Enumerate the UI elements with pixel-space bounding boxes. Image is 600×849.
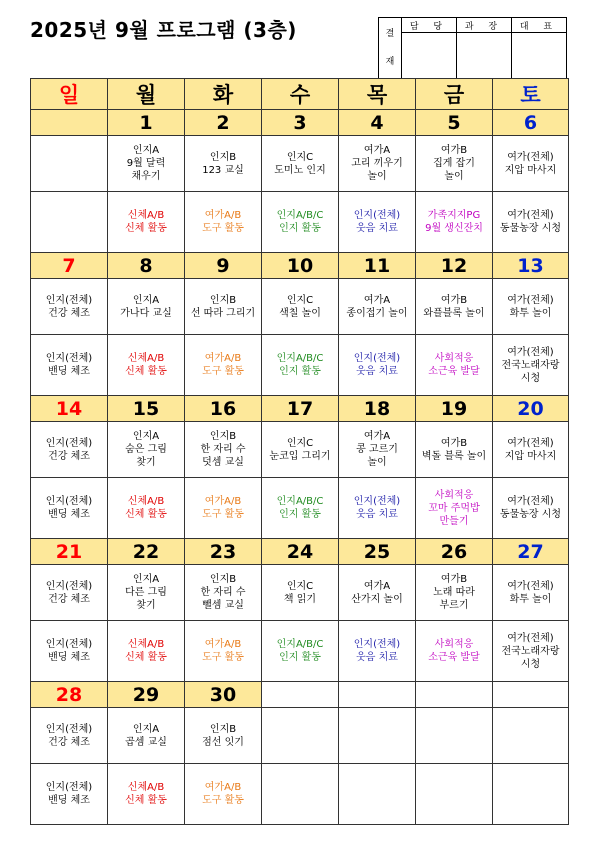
program-cell (416, 136, 493, 192)
program-text: 인지C 눈코입 그리기 (269, 437, 331, 462)
afternoon-program-row (31, 621, 569, 682)
program-cell (108, 565, 185, 621)
date-cell: 20 (493, 396, 569, 422)
morning-program-row (31, 708, 569, 764)
program-cell (493, 764, 569, 825)
date-cell: 15 (108, 396, 185, 422)
program-cell (262, 422, 339, 478)
program-text: 신체A/B 신체 활동 (125, 782, 167, 806)
program-text: 여가A 산가지 놀이 (351, 580, 403, 605)
afternoon-program-row (31, 478, 569, 539)
date-cell (416, 682, 493, 708)
program-cell (108, 192, 185, 253)
program-cell (31, 335, 108, 396)
program-cell (493, 708, 569, 764)
date-cell: 29 (108, 682, 185, 708)
program-cell (185, 478, 262, 539)
program-text: 여가A 콩 고르기 놀이 (356, 431, 398, 468)
date-cell: 12 (416, 253, 493, 279)
program-cell (339, 478, 416, 539)
morning-program-row (31, 565, 569, 621)
program-text: 여가B 벽돌 블록 놀이 (421, 437, 487, 462)
date-cell: 25 (339, 539, 416, 565)
date-row (31, 539, 569, 565)
program-text: 인지A 9월 달력 채우기 (126, 145, 166, 182)
program-cell (262, 621, 339, 682)
date-cell: 3 (262, 110, 339, 136)
date-cell: 1 (108, 110, 185, 136)
approval-header-staff: 담 당 (402, 18, 457, 33)
program-cell (185, 565, 262, 621)
program-text: 신체A/B 신체 활동 (125, 639, 167, 663)
program-text: 인지(전체) 건강 체조 (45, 723, 93, 748)
program-text: 여가(전체) 동물농장 시청 (499, 210, 562, 234)
weekday-header-row (31, 79, 569, 110)
program-cell (108, 764, 185, 825)
program-cell (185, 136, 262, 192)
program-cell (31, 192, 108, 253)
program-text: 사회적응 꼬마 주먹밥 만들기 (428, 489, 480, 527)
weekday-sun: 일 (31, 79, 108, 110)
program-text: 인지B 한 자리 수 뺄셈 교실 (200, 574, 246, 611)
program-cell (262, 764, 339, 825)
program-cell (31, 279, 108, 335)
date-cell: 30 (185, 682, 262, 708)
program-text: 인지B 점선 잇기 (202, 723, 244, 748)
program-text: 인지A 가나다 교실 (120, 294, 172, 319)
program-text: 인지B 123 교실 (202, 151, 244, 176)
date-cell: 21 (31, 539, 108, 565)
program-cell (185, 422, 262, 478)
program-text: 인지A 다른 그림 찾기 (125, 574, 167, 611)
date-cell: 27 (493, 539, 569, 565)
program-cell (339, 136, 416, 192)
program-cell (31, 565, 108, 621)
morning-program-row (31, 422, 569, 478)
program-cell (416, 335, 493, 396)
program-text: 인지(전체) 밴딩 체조 (45, 496, 93, 520)
program-cell (493, 335, 569, 396)
date-cell: 14 (31, 396, 108, 422)
date-cell: 26 (416, 539, 493, 565)
afternoon-program-row (31, 335, 569, 396)
date-cell: 5 (416, 110, 493, 136)
program-cell (262, 335, 339, 396)
program-text: 인지A/B/C 인지 활동 (276, 639, 324, 663)
program-cell (339, 621, 416, 682)
approval-signature-manager[interactable] (457, 33, 512, 79)
program-text: 인지A/B/C 인지 활동 (276, 210, 324, 234)
program-text: 인지(전체) 웃음 치료 (353, 353, 401, 377)
date-cell: 2 (185, 110, 262, 136)
program-text: 여가A/B 도구 활동 (202, 210, 244, 234)
program-text: 여가A/B 도구 활동 (202, 639, 244, 663)
weekday-fri: 금 (416, 79, 493, 110)
program-cell (31, 478, 108, 539)
program-cell (31, 422, 108, 478)
program-cell (31, 136, 108, 192)
program-cell (339, 422, 416, 478)
program-cell (339, 764, 416, 825)
date-cell: 16 (185, 396, 262, 422)
program-cell (493, 621, 569, 682)
program-cell (339, 708, 416, 764)
date-cell (262, 682, 339, 708)
date-cell: 23 (185, 539, 262, 565)
program-text: 가족지지PG 9월 생신잔치 (425, 210, 483, 234)
program-cell (108, 279, 185, 335)
program-text: 인지(전체) 웃음 치료 (353, 210, 401, 234)
program-cell (416, 708, 493, 764)
program-cell (108, 621, 185, 682)
program-text: 여가A/B 도구 활동 (202, 496, 244, 520)
date-cell: 4 (339, 110, 416, 136)
program-text: 여가A/B 도구 활동 (202, 782, 244, 806)
program-text: 인지(전체) 웃음 치료 (353, 496, 401, 520)
program-cell (416, 279, 493, 335)
date-cell: 19 (416, 396, 493, 422)
program-cell (262, 708, 339, 764)
date-cell: 28 (31, 682, 108, 708)
program-cell (416, 621, 493, 682)
program-cell (262, 136, 339, 192)
program-text: 여가(전체) 화투 놀이 (507, 294, 554, 319)
program-text: 인지A 숨은 그림 찾기 (125, 431, 167, 468)
date-cell: 18 (339, 396, 416, 422)
program-text: 인지(전체) 밴딩 체조 (45, 782, 93, 806)
program-cell (185, 192, 262, 253)
program-text: 인지(전체) 밴딩 체조 (45, 353, 93, 377)
date-cell: 22 (108, 539, 185, 565)
program-calendar (30, 78, 569, 825)
date-cell: 7 (31, 253, 108, 279)
approval-side-label-2: 재 (385, 57, 395, 67)
date-cell: 10 (262, 253, 339, 279)
program-cell (31, 621, 108, 682)
program-text: 여가A 종이접기 놀이 (346, 294, 408, 319)
program-cell (339, 565, 416, 621)
date-cell: 24 (262, 539, 339, 565)
date-cell: 8 (108, 253, 185, 279)
approval-signature-staff[interactable] (402, 33, 457, 79)
date-row (31, 253, 569, 279)
program-cell (493, 478, 569, 539)
program-cell (493, 422, 569, 478)
approval-box (378, 17, 567, 79)
program-cell (262, 279, 339, 335)
program-cell (31, 708, 108, 764)
program-text: 사회적응 소근육 발달 (428, 639, 480, 663)
program-cell (416, 565, 493, 621)
program-cell (262, 565, 339, 621)
program-cell (185, 335, 262, 396)
weekday-mon: 월 (108, 79, 185, 110)
date-cell (31, 110, 108, 136)
program-text: 인지A 곱셈 교실 (125, 723, 167, 748)
approval-side-label-1: 결 (385, 29, 395, 39)
program-text: 여가(전체) 전국노래자랑 시청 (501, 346, 560, 384)
program-cell (31, 764, 108, 825)
program-text: 여가(전체) 지압 마사지 (504, 151, 557, 176)
program-text: 인지(전체) 건강 체조 (45, 580, 93, 605)
program-text: 여가B 노래 따라 부르기 (433, 574, 475, 611)
program-text: 신체A/B 신체 활동 (125, 210, 167, 234)
program-text: 인지(전체) 건강 체조 (45, 294, 93, 319)
program-text: 인지A/B/C 인지 활동 (276, 353, 324, 377)
program-text: 인지C 색칠 놀이 (279, 294, 321, 319)
program-cell (493, 192, 569, 253)
program-cell (339, 192, 416, 253)
page-title: 2025년 9월 프로그램 (3층) (30, 18, 297, 42)
program-text: 인지A/B/C 인지 활동 (276, 496, 324, 520)
program-text: 여가B 와플블록 놀이 (423, 294, 485, 319)
program-cell (493, 136, 569, 192)
program-cell (185, 764, 262, 825)
program-text: 인지B 한 자리 수 덧셈 교실 (200, 431, 246, 468)
program-text: 신체A/B 신체 활동 (125, 496, 167, 520)
program-cell (262, 192, 339, 253)
program-text: 인지B 선 따라 그리기 (190, 294, 256, 319)
program-text: 여가(전체) 화투 놀이 (507, 580, 554, 605)
program-text: 신체A/B 신체 활동 (125, 353, 167, 377)
approval-signature-director[interactable] (512, 33, 567, 79)
program-cell (185, 708, 262, 764)
program-cell (416, 764, 493, 825)
weekday-sat: 토 (493, 79, 569, 110)
program-text: 여가A 고리 끼우기 놀이 (351, 145, 403, 182)
program-text: 인지(전체) 밴딩 체조 (45, 639, 93, 663)
program-text: 여가A/B 도구 활동 (202, 353, 244, 377)
program-cell (416, 478, 493, 539)
program-cell (185, 279, 262, 335)
approval-header-manager: 과 장 (457, 18, 512, 33)
date-cell: 17 (262, 396, 339, 422)
program-cell (108, 708, 185, 764)
date-row (31, 110, 569, 136)
weekday-tue: 화 (185, 79, 262, 110)
program-text: 사회적응 소근육 발달 (428, 353, 480, 377)
morning-program-row (31, 279, 569, 335)
date-cell (339, 682, 416, 708)
approval-header-director: 대 표 (512, 18, 567, 33)
weekday-thu: 목 (339, 79, 416, 110)
afternoon-program-row (31, 192, 569, 253)
program-cell (185, 621, 262, 682)
date-cell: 13 (493, 253, 569, 279)
program-cell (493, 279, 569, 335)
program-text: 인지(전체) 웃음 치료 (353, 639, 401, 663)
program-text: 여가(전체) 동물농장 시청 (499, 496, 562, 520)
date-row (31, 396, 569, 422)
date-cell: 9 (185, 253, 262, 279)
approval-side-label (379, 18, 402, 79)
morning-program-row (31, 136, 569, 192)
program-cell (262, 478, 339, 539)
program-text: 여가(전체) 지압 마사지 (504, 437, 557, 462)
program-cell (108, 478, 185, 539)
program-cell (339, 279, 416, 335)
date-cell (493, 682, 569, 708)
date-row (31, 682, 569, 708)
program-text: 인지C 도미노 인지 (274, 151, 326, 176)
afternoon-program-row (31, 764, 569, 825)
weekday-wed: 수 (262, 79, 339, 110)
program-cell (339, 335, 416, 396)
program-cell (108, 422, 185, 478)
program-cell (108, 136, 185, 192)
date-cell: 6 (493, 110, 569, 136)
program-text: 여가(전체) 전국노래자랑 시청 (501, 632, 560, 670)
program-text: 인지C 책 읽기 (283, 580, 317, 605)
program-cell (416, 192, 493, 253)
program-text: 인지(전체) 건강 체조 (45, 437, 93, 462)
program-text: 여가B 집게 잡기 놀이 (433, 145, 475, 182)
date-cell: 11 (339, 253, 416, 279)
program-cell (493, 565, 569, 621)
program-cell (416, 422, 493, 478)
program-cell (108, 335, 185, 396)
